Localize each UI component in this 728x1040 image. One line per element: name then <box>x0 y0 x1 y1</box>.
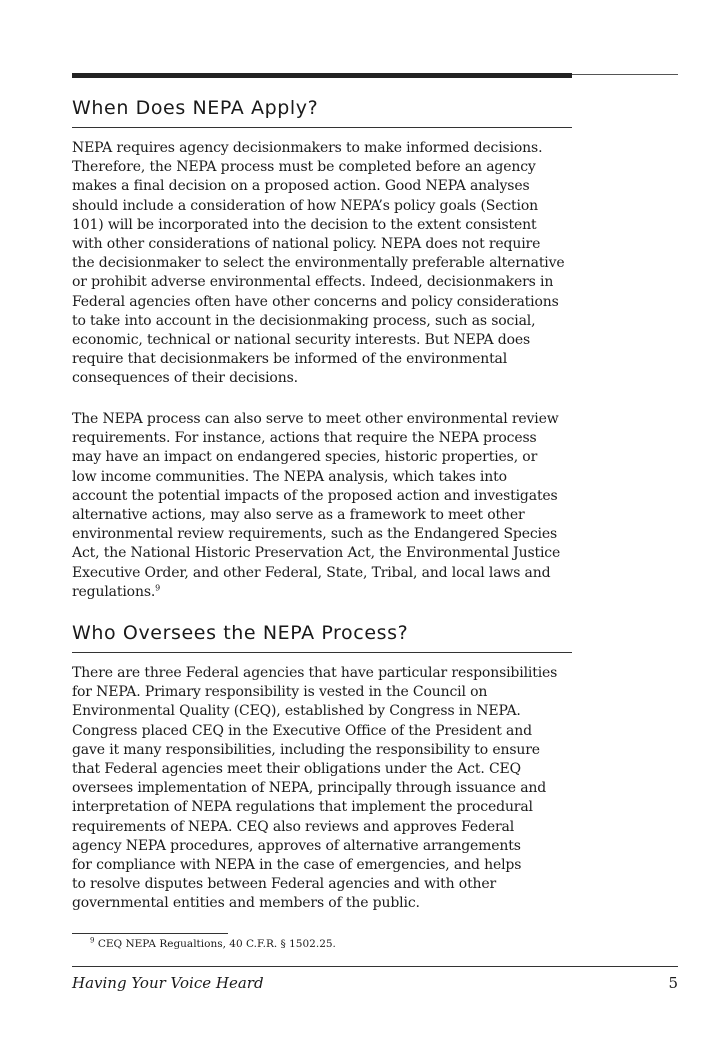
text-line: interpretation of NEPA regulations that implement the procedural <box>72 799 533 816</box>
text-line: environmental review requirements, such as the Endangered Species <box>72 526 558 543</box>
text-line: require that decisionmakers be informed of the environmental <box>72 351 508 368</box>
heading-rule <box>72 127 572 128</box>
section-heading-when-does-nepa-apply: When Does NEPA Apply? <box>72 97 319 119</box>
text-line: economic, technical or national security interests. But NEPA does <box>72 332 531 349</box>
text-line: requirements of NEPA. CEQ also reviews and approves Federal <box>72 818 515 835</box>
text-line: may have an impact on endangered species, historic properties, or <box>72 449 538 466</box>
paragraph-other-reviews <box>72 410 572 602</box>
footnote-number: 9 <box>90 936 95 945</box>
text-line: oversees implementation of NEPA, principally through issuance and <box>72 780 547 797</box>
text-line: that Federal agencies meet their obligations under the Act. CEQ <box>72 761 521 778</box>
text-line: governmental entities and members of the public. <box>72 895 420 912</box>
text-line: account the potential impacts of the proposed action and investigates <box>72 487 558 504</box>
paragraph-nepa-requirements <box>72 139 572 389</box>
text-line: low income communities. The NEPA analysis, which takes into <box>72 468 507 485</box>
text-line: or prohibit adverse environmental effects. Indeed, decisionmakers in <box>72 274 554 291</box>
text-line: Environmental Quality (CEQ), established by Congress in NEPA. <box>72 703 521 720</box>
text-line: consequences of their decisions. <box>72 370 298 387</box>
footnote-ref: 9 <box>155 583 161 593</box>
text-line: Act, the National Historic Preservation Act, the Environmental Justice <box>72 545 561 562</box>
text-line: requirements. For instance, actions that require the NEPA process <box>72 430 537 447</box>
footnote <box>90 938 336 950</box>
footnote-rule <box>72 933 228 934</box>
text-line: for NEPA. Primary responsibility is vested in the Council on <box>72 684 488 701</box>
text-line: for compliance with NEPA in the case of emergencies, and helps <box>72 857 522 874</box>
page-number: 5 <box>668 974 678 992</box>
text-line: gave it many responsibilities, including the responsibility to ensure <box>72 741 540 758</box>
footer-rule <box>72 966 678 967</box>
text-line: Federal agencies often have other concerns and policy considerations <box>72 293 559 310</box>
text-line: agency NEPA procedures, approves of alternative arrangements <box>72 837 521 854</box>
text-line: makes a final decision on a proposed action. Good NEPA analyses <box>72 178 530 195</box>
text-line: alternative actions, may also serve as a framework to meet other <box>72 507 525 524</box>
text-line-content: regulations. <box>72 583 156 600</box>
text-line: There are three Federal agencies that have particular responsibilities <box>72 665 558 681</box>
text-line: 101) will be incorporated into the decision to the extent consistent <box>72 216 537 233</box>
text-line <box>72 583 572 602</box>
paragraph-oversight <box>72 664 572 914</box>
text-line: The NEPA process can also serve to meet other environmental review <box>72 411 559 427</box>
text-line: Therefore, the NEPA process must be completed before an agency <box>72 159 536 176</box>
text-line: with other considerations of national policy. NEPA does not require <box>72 236 541 253</box>
section-heading-who-oversees-nepa: Who Oversees the NEPA Process? <box>72 622 409 644</box>
top-rule-thin <box>572 74 678 75</box>
text-line: to take into account in the decisionmaking process, such as social, <box>72 312 536 329</box>
footer-title: Having Your Voice Heard <box>72 974 264 992</box>
top-rule-thick <box>72 73 572 78</box>
text-line: the decisionmaker to select the environmentally preferable alternative <box>72 255 565 272</box>
text-line: should include a consideration of how NEPA’s policy goals (Section <box>72 197 538 214</box>
text-line: to resolve disputes between Federal agencies and with other <box>72 876 497 893</box>
text-line: NEPA requires agency decisionmakers to make informed decisions. <box>72 140 543 156</box>
footnote-text: CEQ NEPA Regualtions, 40 C.F.R. § 1502.25. <box>97 938 336 950</box>
text-line: Executive Order, and other Federal, State, Tribal, and local laws and <box>72 564 551 581</box>
text-line: Congress placed CEQ in the Executive Office of the President and <box>72 722 532 739</box>
heading-rule <box>72 652 572 653</box>
